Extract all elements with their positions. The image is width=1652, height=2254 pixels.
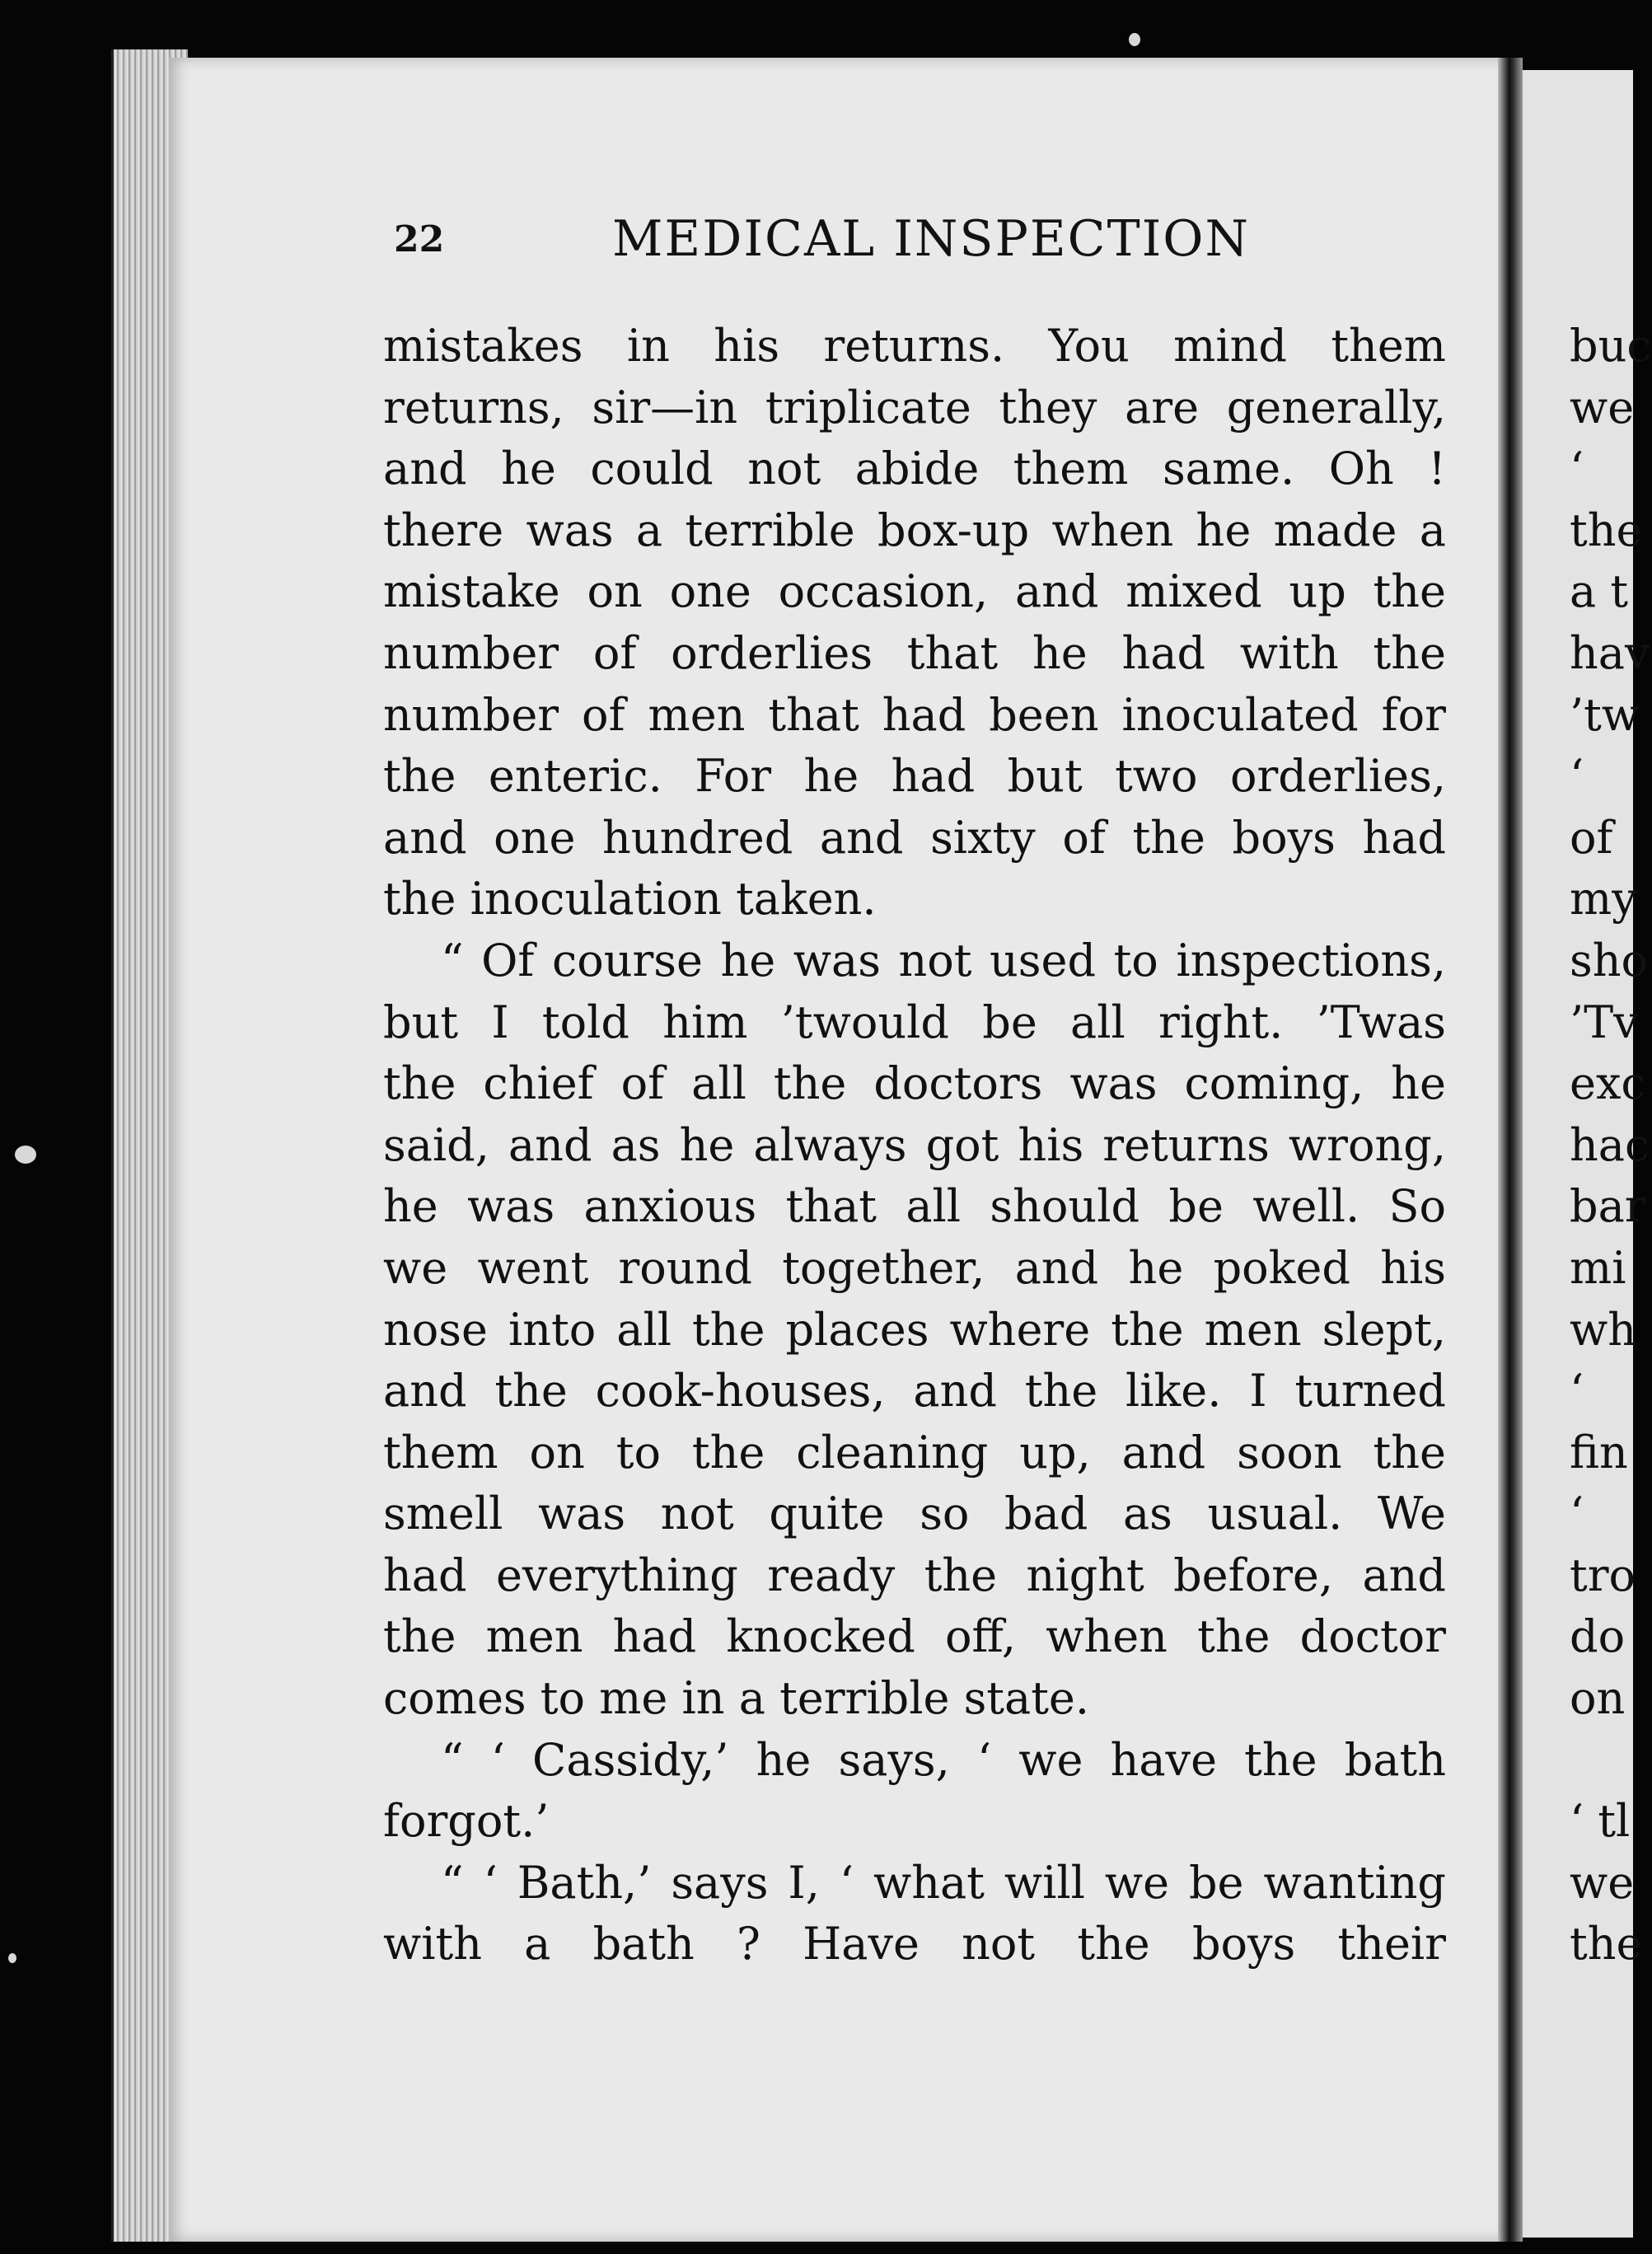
fragment-line: ‘	[1570, 750, 1584, 803]
dust-speck	[1129, 33, 1140, 46]
fragment-line: we	[1570, 1856, 1635, 1909]
text-line: he was anxious that all should be well. So	[383, 1180, 1446, 1233]
text-line: the inoculation taken.	[383, 873, 877, 925]
text-line: number of orderlies that he had with the	[383, 626, 1446, 679]
fragment-line: hav	[1570, 626, 1650, 679]
text-line: number of men that had been inoculated for	[383, 688, 1446, 741]
running-head	[394, 210, 1448, 276]
fragment-line: ‘ tl	[1570, 1795, 1631, 1848]
text-line: and one hundred and sixty of the boys had	[383, 811, 1446, 864]
fragment-line: ’Tv	[1570, 996, 1639, 1048]
book-gutter	[1498, 58, 1523, 2242]
text-line: “ Of course he was not used to inspections,	[441, 934, 1446, 986]
page-title: MEDICAL INSPECTION	[612, 210, 1250, 268]
fragment-line: buc	[1570, 320, 1652, 372]
fragment-line	[1570, 1730, 1633, 1792]
text-line: the enteric. For he had but two orderlies,	[383, 750, 1446, 803]
fragment-line: wh	[1570, 1303, 1636, 1356]
fragment-line: on	[1570, 1672, 1626, 1725]
text-line: there was a terrible box-up when he made a	[383, 504, 1446, 556]
text-line: “ ‘ Bath,’ says I, ‘ what will we be wanting	[441, 1856, 1446, 1909]
body-text	[383, 316, 1446, 1975]
fragment-line: exc	[1570, 1057, 1646, 1110]
fragment-line: ‘	[1570, 1488, 1584, 1540]
fragment-line: the	[1570, 504, 1643, 556]
dust-speck	[8, 1953, 16, 1963]
fragment-line: ‘	[1570, 1365, 1584, 1418]
right-page-text-fragments	[1570, 316, 1652, 1975]
text-line: had everything ready the night before, and	[383, 1549, 1446, 1601]
text-line: said, and as he always got his returns wrong,	[383, 1118, 1446, 1171]
text-line: comes to me in a terrible state.	[383, 1672, 1090, 1725]
text-line: mistake on one occasion, and mixed up the	[383, 565, 1446, 618]
fragment-line: the	[1570, 1918, 1643, 1970]
page-number: 22	[394, 218, 445, 260]
text-line: returns, sir—in triplicate they are generally,	[383, 381, 1446, 433]
text-line: “ ‘ Cassidy,’ he says, ‘ we have the bath	[441, 1733, 1446, 1786]
text-line: and the cook-houses, and the like. I turned	[383, 1365, 1446, 1418]
fragment-line: fin	[1570, 1426, 1628, 1478]
text-line: forgot.’	[383, 1795, 550, 1848]
fragment-line: a t	[1570, 565, 1629, 618]
text-line: the chief of all the doctors was coming, he	[383, 1057, 1446, 1110]
fragment-line: we	[1570, 381, 1635, 433]
fragment-line: do	[1570, 1610, 1626, 1663]
text-line: the men had knocked off, when the doctor	[383, 1610, 1446, 1663]
fragment-line: tro	[1570, 1549, 1636, 1601]
text-line: nose into all the places where the men slept,	[383, 1303, 1446, 1356]
text-line: smell was not quite so bad as usual. We	[383, 1488, 1446, 1540]
dust-speck	[15, 1146, 36, 1164]
text-line: but I told him ’twould be all right. ’Twas	[383, 996, 1446, 1048]
text-line: we went round together, and he poked his	[383, 1241, 1446, 1294]
text-line: with a bath ? Have not the boys their	[383, 1918, 1446, 1970]
text-line: mistakes in his returns. You mind them	[383, 320, 1446, 372]
fragment-line: my	[1570, 873, 1637, 925]
fragment-line: mi	[1570, 1241, 1626, 1294]
fragment-line: ’tw	[1570, 688, 1640, 741]
text-line: them on to the cleaning up, and soon the	[383, 1426, 1446, 1478]
fragment-line: of	[1570, 811, 1613, 864]
fragment-line: ‘	[1570, 443, 1584, 495]
text-line: and he could not abide them same. Oh !	[383, 443, 1446, 495]
fragment-line: hac	[1570, 1118, 1650, 1171]
fragment-line: sho	[1570, 934, 1649, 986]
fragment-line: bar	[1570, 1180, 1646, 1233]
